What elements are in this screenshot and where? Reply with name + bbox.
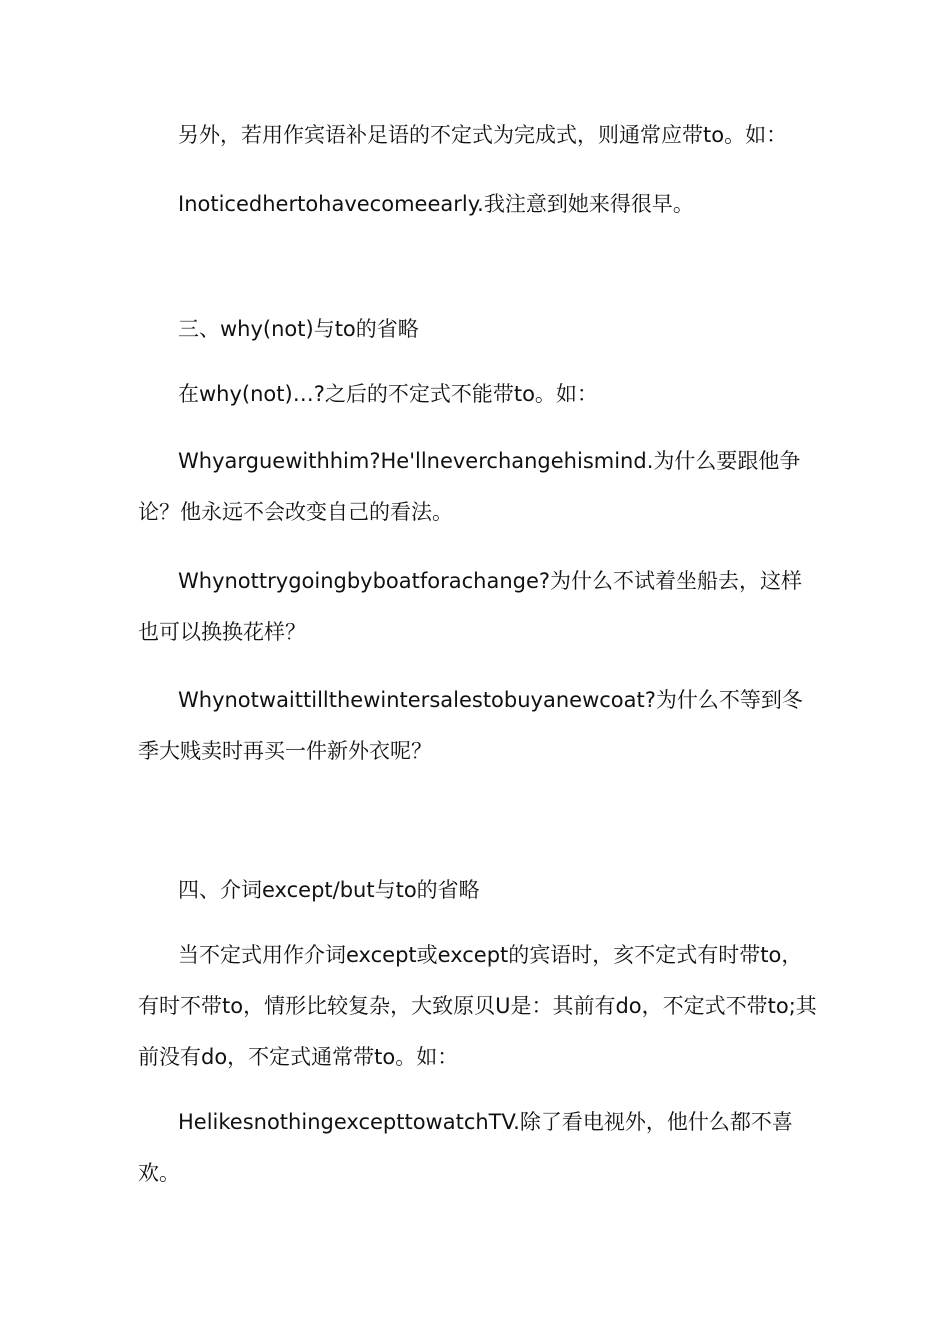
paragraph-perfect-infinitive-note: 另外，若用作宾语补足语的不定式为完成式，则通常应带to。如： (178, 123, 788, 147)
example-noticed-early: Inoticedhertohavecomeearly.我注意到她来得很早。 (178, 192, 694, 216)
example-why-argue: Whyarguewithhim?He'llneverchangehismind.为什么要跟他争论？他永远不会改变自己的看法。 (138, 449, 801, 524)
example-why-not-wait: Whynotwaittillthewintersalestobuyanewcoat?为什么不等到冬季大贱卖时再买一件新外衣呢？ (138, 688, 803, 763)
section-heading-except-but: 四、介词except/but与to的省略 (178, 878, 480, 902)
paragraph-except-rule: 当不定式用作介词except或except的宾语时，亥不定式有时带to，有时不带to，情形比较复杂，大致原贝U是：其前有do，不定式不带to;其前没有do，不定式通常带to。如： (138, 943, 817, 1069)
section-heading-why-not: 三、why(not)与to的省略 (178, 317, 419, 341)
example-likes-nothing-except: HelikesnothingexcepttowatchTV.除了看电视外，他什么都不喜欢。 (138, 1110, 793, 1185)
paragraph-why-not-rule: 在why(not)…?之后的不定式不能带to。如： (178, 382, 598, 406)
example-why-not-boat: Whynottrygoingbyboatforachange?为什么不试着坐船去，这样也可以换换花样？ (138, 569, 803, 644)
